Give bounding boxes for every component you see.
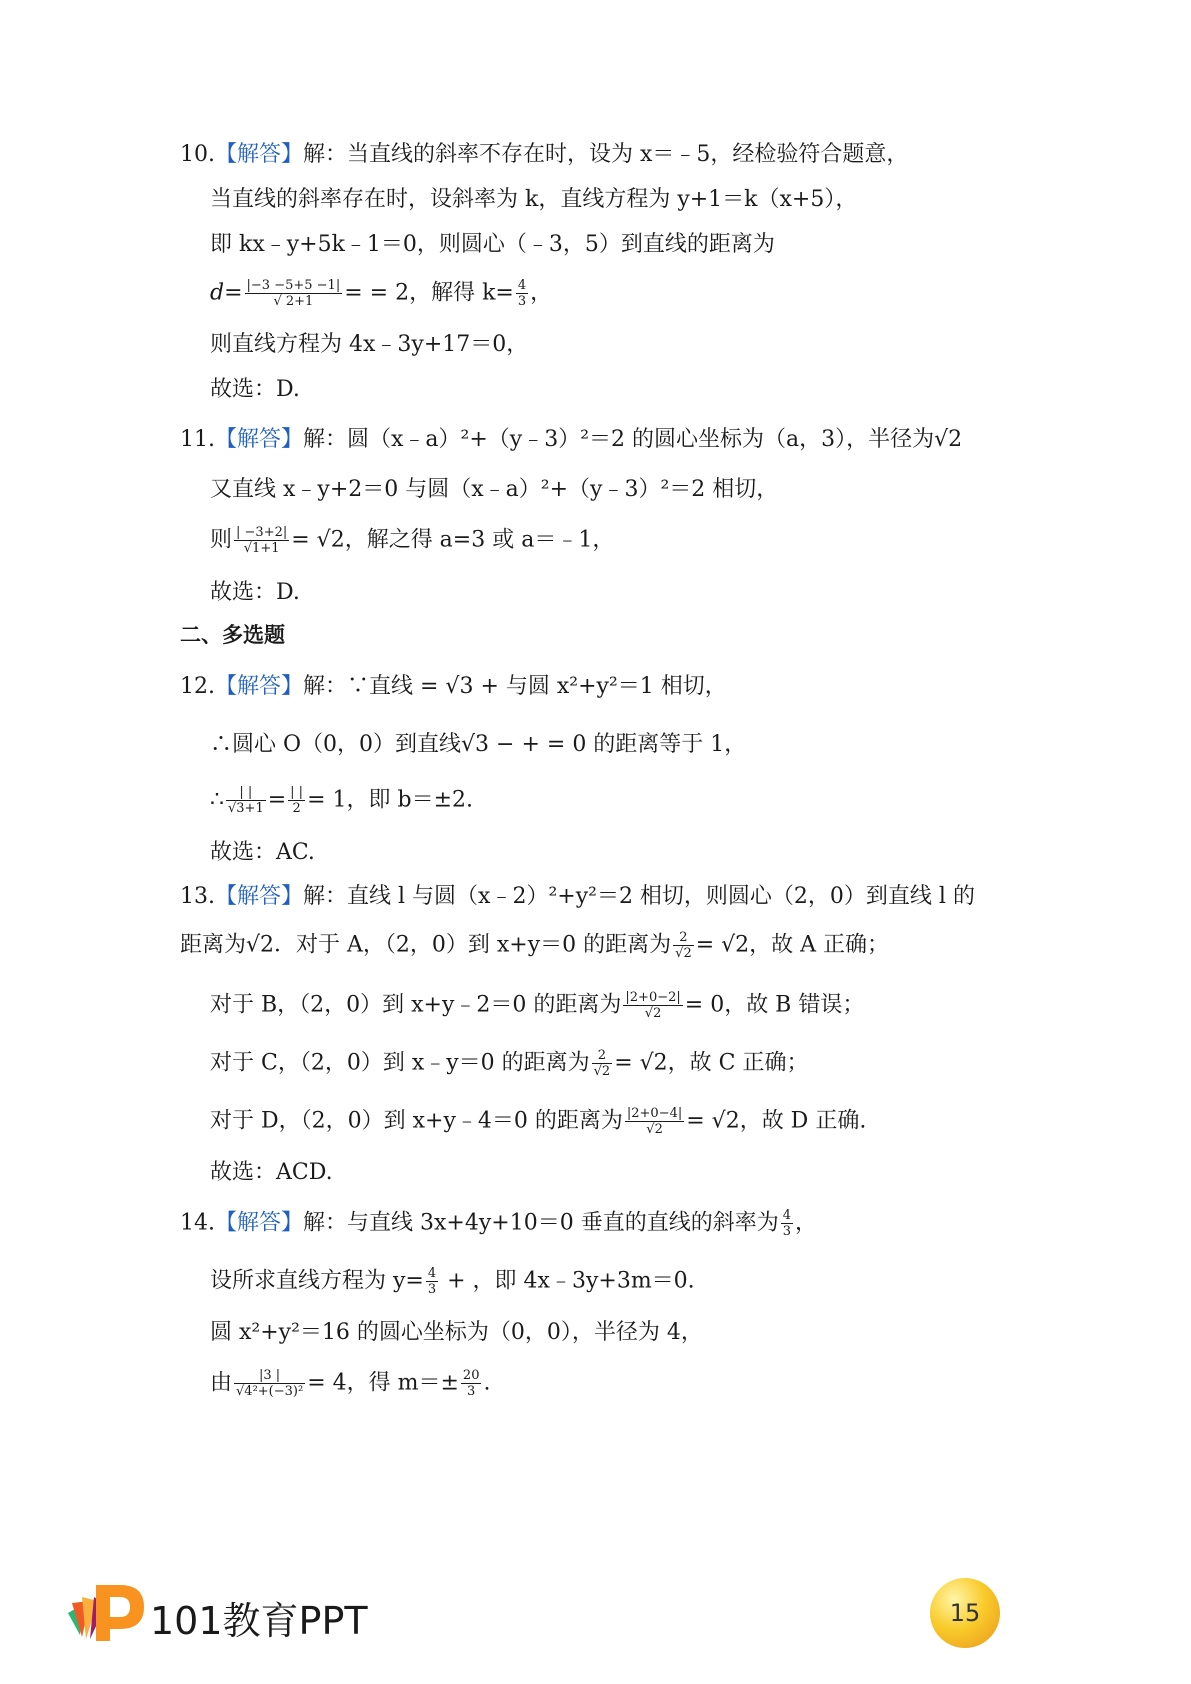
q12-text-1: 解：∵直线 = √3 + 与圆 x²+y²＝1 相切， [303, 674, 727, 699]
fraction-denominator: 2 [292, 801, 301, 816]
q13-text-2-end: = √2，故 A 正确； [695, 932, 890, 958]
q11-line-1 [180, 425, 962, 455]
q11-text-3-pre: 则 [210, 527, 233, 553]
fraction-denominator: √3+1 [228, 801, 264, 816]
fraction-numerator: 2 [592, 1048, 613, 1064]
q13-line-3 [210, 990, 864, 1021]
fraction-denominator: 3 [517, 294, 527, 309]
q10-number: 10. [180, 142, 215, 167]
q12-answer-tag: 【解答】 [215, 674, 304, 699]
q10-d-label: d= [210, 280, 243, 306]
fraction-numerator: 4 [427, 1266, 437, 1281]
q13-line-5 [210, 1106, 866, 1137]
page-number-badge [930, 1578, 1000, 1648]
q11-line-2: 又直线 x﹣y+2＝0 与圆（x﹣a）²+（y﹣3）²＝2 相切， [210, 477, 779, 502]
q13-text-3-end: = 0，故 B 错误； [684, 992, 865, 1018]
q13-number: 13. [180, 884, 215, 909]
q13-text-2-pre: 距离为√2．对于 A，（2，0）到 x+y＝0 的距离为 [180, 932, 672, 958]
q14-line-3: 圆 x²+y²＝16 的圆心坐标为（0，0），半径为 4， [210, 1320, 703, 1345]
q14-number: 14. [180, 1210, 215, 1236]
q10-text-1: 解：当直线的斜率不存在时，设为 x＝﹣5，经检验符合题意， [303, 142, 909, 167]
q14-eq-fraction [426, 1266, 438, 1297]
fraction-denominator: √2 [644, 1006, 662, 1021]
q12-fraction-2 [288, 785, 305, 816]
q14-answer-tag: 【解答】 [215, 1210, 304, 1236]
fraction-denominator: 3 [467, 1384, 476, 1399]
fraction-numerator: |−3 −5+5 −1| [246, 278, 341, 293]
q14-text-4-mid: = 4，得 m＝± [307, 1370, 459, 1396]
q13-fraction-c [592, 1048, 613, 1079]
q10-text-4: = = 2，解得 k= [344, 280, 514, 306]
q13-fraction-b [623, 990, 682, 1021]
q10-text-4-end: ， [530, 280, 553, 306]
q10-k-fraction [516, 278, 528, 309]
q13-text-5-pre: 对于 D，（2，0）到 x+y﹣4＝0 的距离为 [210, 1108, 623, 1134]
q11-distance-fraction [234, 525, 289, 556]
fraction-numerator: |2+0−4| [626, 1106, 683, 1121]
fraction-denominator: 3 [782, 1224, 791, 1239]
q13-text-3-pre: 对于 B，（2，0）到 x+y﹣2＝0 的距离为 [210, 992, 622, 1018]
q14-text-1-end: ， [794, 1210, 817, 1236]
fraction-numerator: 4 [782, 1208, 791, 1223]
q10-line-3: 即 kx﹣y+5k﹣1＝0，则圆心（﹣3，5）到直线的距离为 [210, 232, 775, 257]
fraction-numerator: | | [290, 785, 304, 800]
fraction-numerator: 2 [673, 930, 694, 946]
q14-text-1-pre: 解：与直线 3x+4y+10＝0 垂直的直线的斜率为 [303, 1210, 779, 1236]
q13-text-1: 解：直线 l 与圆（x﹣2）²+y²＝2 相切，则圆心（2，0）到直线 l 的 [303, 884, 975, 909]
q14-line-4 [210, 1368, 490, 1399]
q14-text-2-end: + ，即 4x﹣3y+3m＝0. [440, 1268, 695, 1294]
fraction-denominator: √1+1 [243, 541, 280, 556]
page-number: 15 [949, 1599, 981, 1627]
fraction-numerator: |3 | [234, 1368, 305, 1384]
fraction-denominator: √2 [675, 946, 692, 961]
section-heading-multi-choice: 二、多选题 [180, 623, 285, 647]
q11-text-1: 解：圆（x﹣a）²+（y﹣3）²＝2 的圆心坐标为（a，3），半径为√2 [303, 427, 963, 452]
q10-answer-tag: 【解答】 [215, 142, 304, 167]
q12-line-2: ∴圆心 O（0，0）到直线√3 − + = 0 的距离等于 1， [210, 732, 747, 757]
fraction-denominator: √2 [593, 1064, 611, 1079]
q13-line-6: 故选：ACD. [210, 1160, 333, 1185]
q14-line-1 [180, 1208, 817, 1239]
q11-text-3-end: = √2，解之得 a=3 或 a＝﹣1， [291, 527, 615, 553]
q10-line-4 [210, 278, 552, 309]
q11-answer-tag: 【解答】 [215, 427, 304, 452]
q12-therefore: ∴ [210, 787, 224, 813]
fraction-denominator: √4²+(−3)² [236, 1384, 304, 1399]
q13-line-1 [180, 882, 975, 912]
q10-line-5: 则直线方程为 4x﹣3y+17＝0， [210, 332, 529, 357]
q13-fraction-d [625, 1106, 684, 1137]
brand-name: 101教育PPT [150, 1599, 368, 1643]
q14-m-fraction [461, 1368, 482, 1399]
q10-line-2: 当直线的斜率存在时，设斜率为 k，直线方程为 y+1＝k（x+5）， [210, 187, 858, 212]
q11-number: 11. [180, 427, 215, 452]
fraction-numerator: | −3+2| [236, 525, 288, 540]
q14-distance-fraction [234, 1368, 305, 1399]
q10-line-6: 故选：D. [210, 377, 300, 402]
q12-text-3-end: = 1，即 b＝±2. [307, 787, 473, 813]
fraction-numerator: | | [226, 785, 266, 801]
q14-line-2 [210, 1266, 695, 1297]
q13-fraction-a [673, 930, 694, 961]
fraction-numerator: |2+0−2| [625, 990, 681, 1005]
q10-line-1 [180, 140, 908, 170]
fraction-denominator: √2 [646, 1122, 663, 1137]
q14-text-4-end: . [483, 1370, 491, 1396]
q10-distance-fraction [245, 278, 343, 309]
q11-line-4: 故选：D. [210, 580, 300, 605]
q13-text-4-pre: 对于 C，（2，0）到 x﹣y＝0 的距离为 [210, 1050, 590, 1076]
q12-line-3 [210, 785, 473, 816]
fraction-numerator: 20 [462, 1368, 480, 1383]
q13-line-2 [180, 930, 889, 961]
q14-text-2-pre: 设所求直线方程为 y= [210, 1268, 424, 1294]
fraction-denominator: √ 2+1 [273, 294, 314, 309]
fraction-numerator: 4 [517, 278, 527, 293]
q12-line-1 [180, 672, 727, 702]
fraction-denominator: 3 [427, 1282, 437, 1297]
q14-slope-fraction [781, 1208, 793, 1239]
q11-line-3 [210, 525, 614, 556]
q12-equals: = [267, 787, 287, 813]
q12-number: 12. [180, 674, 215, 699]
q13-text-4-end: = √2，故 C 正确； [614, 1050, 809, 1076]
q13-answer-tag: 【解答】 [215, 884, 304, 909]
q14-text-4-pre: 由 [210, 1370, 233, 1396]
q12-fraction-1 [226, 785, 266, 816]
q12-line-4: 故选：AC. [210, 840, 315, 865]
q13-text-5-end: = √2，故 D 正确. [686, 1108, 867, 1134]
q13-line-4 [210, 1048, 808, 1079]
